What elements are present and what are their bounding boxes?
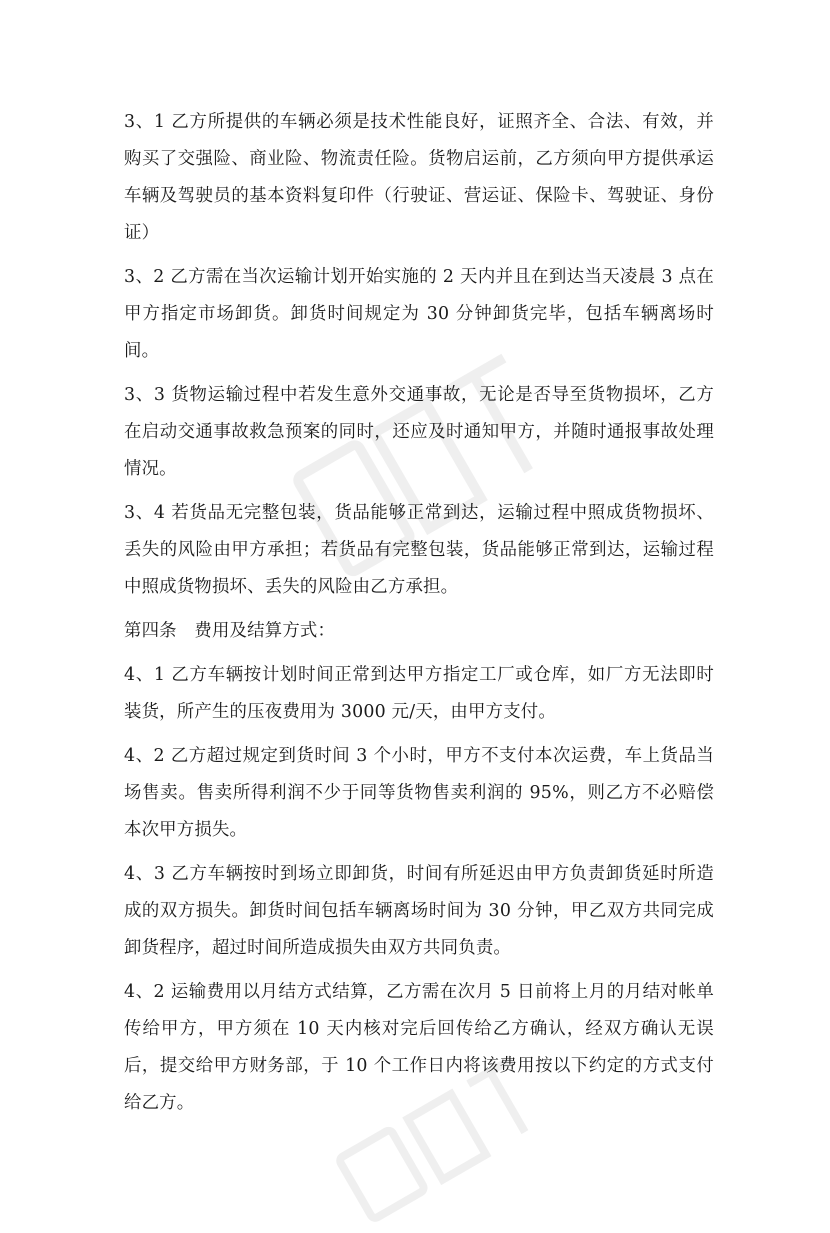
clause-3-2: 3、2 乙方需在当次运输计划开始实施的 2 天内并且在到达当天凌晨 3 点在甲方指定市场卸货。卸货时间规定为 30 分钟卸货完毕，包括车辆离场时间。 <box>124 267 714 361</box>
clause-4-3: 4、3 乙方车辆按时到场立即卸货，时间有所延迟由甲方负责卸货延时所造成的双方损失。卸货时间包括车辆离场时间为 30 分钟，甲乙双方共同完成卸货程序，超过时间所造成损失由双方共同负责。 <box>124 864 714 958</box>
document-body <box>124 104 714 1129</box>
article-4-heading: 第四条 费用及结算方式： <box>124 621 336 641</box>
clause-4-2: 4、2 乙方超过规定到货时间 3 个小时，甲方不支付本次运费，车上货品当场售卖。售卖所得利润不少于同等货物售卖利润的 95%，则乙方不必赔偿本次甲方损失。 <box>124 746 714 840</box>
clause-4-1: 4、1 乙方车辆按计划时间正常到达甲方指定工厂或仓库，如厂方无法即时装货，所产生的压夜费用为 3000 元/天，由甲方支付。 <box>124 665 714 722</box>
clause-3-3: 3、3 货物运输过程中若发生意外交通事故，无论是否导至货物损坏，乙方在启动交通事故救急预案的同时，还应及时通知甲方，并随时通报事故处理情况。 <box>124 385 714 479</box>
clause-3-4: 3、4 若货品无完整包装，货品能够正常到达，运输过程中照成货物损坏、丢失的风险由甲方承担；若货品有完整包装，货品能够正常到达，运输过程中照成货物损坏、丢失的风险由乙方承担。 <box>124 503 714 597</box>
clause-4-2-billing: 4、2 运输费用以月结方式结算，乙方需在次月 5 日前将上月的月结对帐单传给甲方，甲方须在 10 天内核对完后回传给乙方确认，经双方确认无误后，提交给甲方财务部，于 10 个工作日内将该费用按以下约定的方式支付给乙方。 <box>124 982 714 1113</box>
clause-3-1: 3、1 乙方所提供的车辆必须是技术性能良好，证照齐全、合法、有效，并购买了交强险、商业险、物流责任险。货物启运前，乙方须向甲方提供承运车辆及驾驶员的基本资料复印件（行驶证、营运证、保险卡、驾驶证、身份证） <box>124 112 714 243</box>
